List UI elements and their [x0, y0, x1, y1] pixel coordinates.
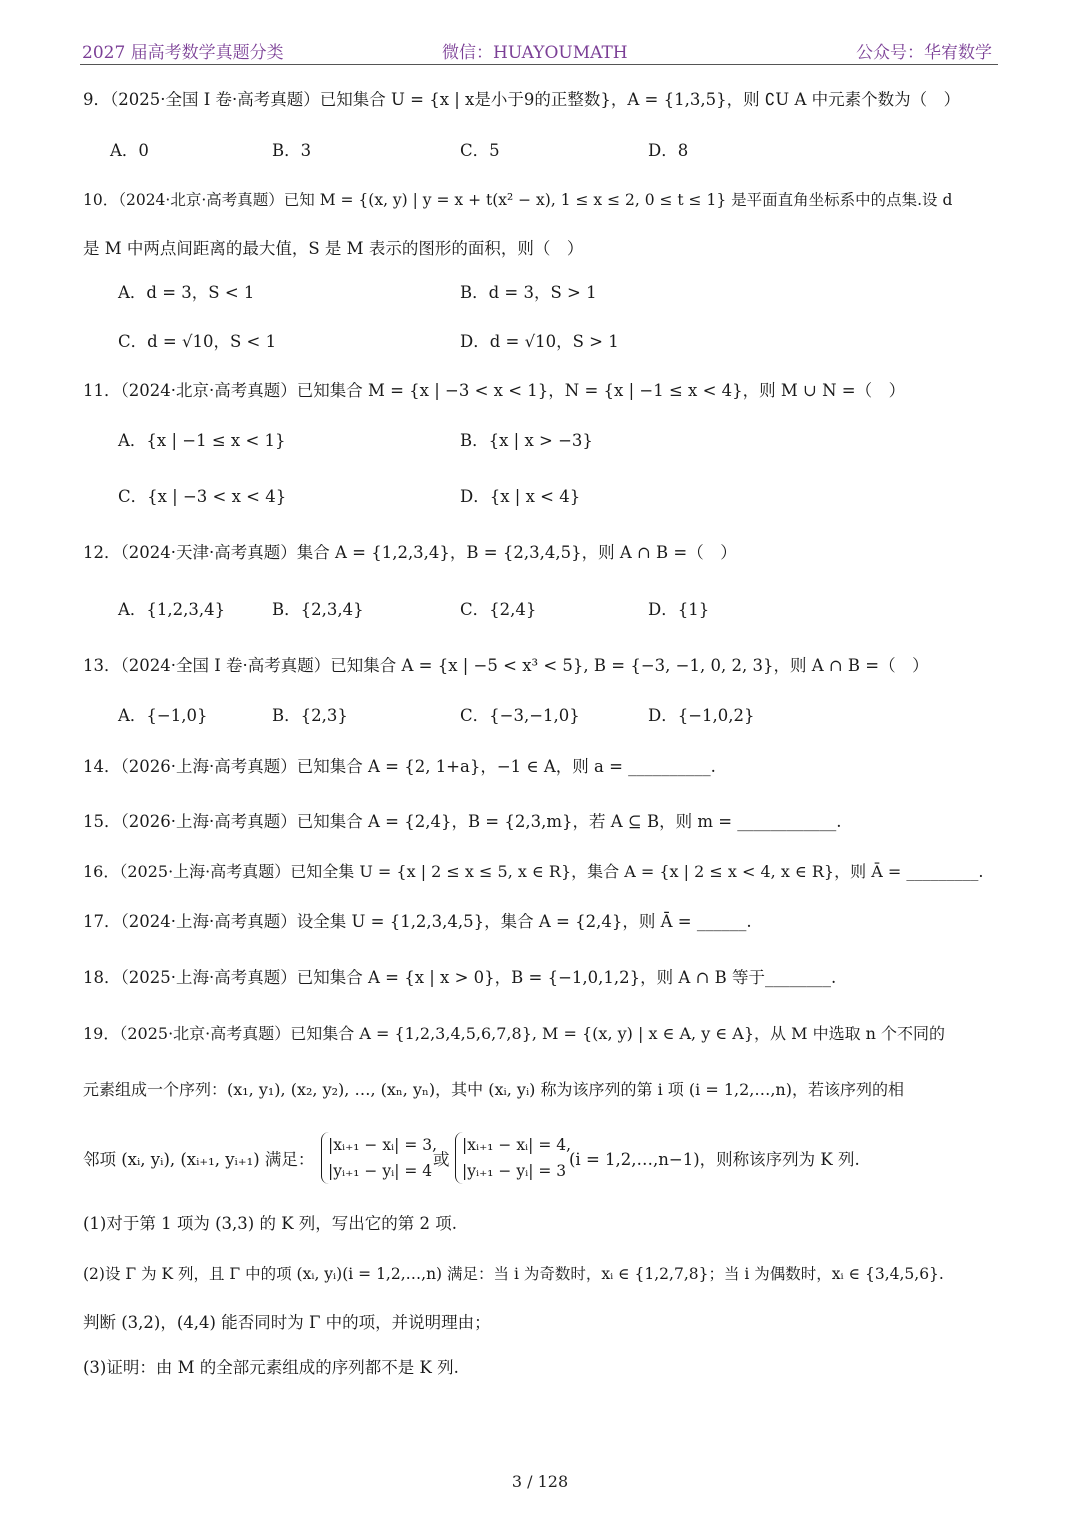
question-10-option-d: D．d = √10，S > 1 [460, 332, 619, 351]
question-19-or: 或 [433, 1150, 450, 1169]
question-13-option-c: C．{−3,−1,0} [460, 706, 580, 725]
question-12-option-d: D．{1} [648, 600, 710, 619]
system-2-eq-x: |xᵢ₊₁ − xᵢ| = 4, [462, 1136, 572, 1154]
question-19-part-3: (3)证明：由 M 的全部元素组成的序列都不是 K 列. [83, 1358, 459, 1377]
question-19-part-2-line1: (2)设 Γ 为 K 列，且 Γ 中的项 (xᵢ, yᵢ)(i = 1,2,…,n) 满足：当 i 为奇数时，xᵢ ∈ {1,2,7,8}；当 i 为偶数时，xᵢ ∈ {3,4,5,6}. [83, 1265, 944, 1283]
question-13-option-b: B．{2,3} [272, 706, 348, 725]
question-19-condition-suffix: (i = 1,2,…,n−1)，则称该序列为 K 列. [569, 1150, 860, 1169]
question-10-option-a: A．d = 3，S < 1 [118, 283, 255, 302]
question-19-system-2 [455, 1132, 571, 1184]
question-9-option-b: B．3 [272, 141, 312, 160]
question-13-option-d: D．{−1,0,2} [648, 706, 755, 725]
header-wechat: 微信：HUAYOUMATH [442, 43, 628, 63]
question-11-option-c: C．{x | −3 < x < 4} [118, 487, 287, 506]
question-19-line1: 19．（2025·北京·高考真题）已知集合 A = {1,2,3,4,5,6,7,8}, M = {(x, y) | x ∈ A, y ∈ A}，从 M 中选取 n 个不同的 [83, 1024, 946, 1043]
question-11-option-b: B．{x | x > −3} [460, 431, 593, 450]
system-2-eq-y: |yᵢ₊₁ − yᵢ| = 3 [462, 1162, 567, 1180]
header-book-title: 2027 届高考数学真题分类 [82, 43, 284, 63]
question-19-part-2-line2: 判断 (3,2)，(4,4) 能否同时为 Γ 中的项，并说明理由； [83, 1313, 491, 1332]
question-11-option-a: A．{x | −1 ≤ x < 1} [118, 431, 286, 450]
question-12-stem: 12．（2024·天津·高考真题）集合 A = {1,2,3,4}，B = {2,3,4,5}，则 A ∩ B =（ ） [83, 543, 737, 562]
page-number: 3 / 128 [511, 1472, 569, 1491]
question-9-stem: 9．（2025·全国 I 卷·高考真题）已知集合 U = {x | x是小于9的正整数}，A = {1,3,5}，则 ∁U A 中元素个数为（ ） [83, 90, 961, 109]
system-1-eq-x: |xᵢ₊₁ − xᵢ| = 3, [328, 1136, 438, 1154]
question-14: 14．（2026·上海·高考真题）已知集合 A = {2, 1+a}，−1 ∈ A，则 a = __________. [83, 757, 716, 776]
question-18: 18．（2025·上海·高考真题）已知集合 A = {x | x > 0}，B = {−1,0,1,2}，则 A ∩ B 等于________. [83, 968, 837, 987]
question-15: 15．（2026·上海·高考真题）已知集合 A = {2,4}，B = {2,3,m}，若 A ⊆ B，则 m = ____________. [83, 812, 842, 831]
question-10-stem-line2: 是 M 中两点间距离的最大值，S 是 M 表示的图形的面积，则（ ） [83, 239, 584, 258]
system-1-eq-y: |yᵢ₊₁ − yᵢ| = 4 [328, 1162, 433, 1180]
question-19-condition-line [83, 1124, 1013, 1194]
question-19-part-1: (1)对于第 1 项为 (3,3) 的 K 列，写出它的第 2 项. [83, 1214, 458, 1233]
page-header [80, 36, 998, 65]
question-17: 17．（2024·上海·高考真题）设全集 U = {1,2,3,4,5}，集合 A = {2,4}，则 Ā = ______. [83, 912, 752, 931]
question-9-option-d: D．8 [648, 141, 689, 160]
question-9-option-c: C．5 [460, 141, 500, 160]
question-13-stem: 13．（2024·全国 I 卷·高考真题）已知集合 A = {x | −5 < x³ < 5}, B = {−3, −1, 0, 2, 3}，则 A ∩ B =（ ） [83, 656, 929, 675]
question-19-system-1 [321, 1132, 437, 1184]
question-12-option-c: C．{2,4} [460, 600, 537, 619]
question-10-stem-line1: 10．（2024·北京·高考真题）已知 M = {(x, y) | y = x + t(x² − x), 1 ≤ x ≤ 2, 0 ≤ t ≤ 1} 是平面直角坐标系中的点集.设 d [83, 191, 953, 209]
question-9-option-a: A．0 [110, 141, 149, 160]
question-12-option-b: B．{2,3,4} [272, 600, 364, 619]
question-19-line2: 元素组成一个序列：(x₁, y₁), (x₂, y₂), …, (xₙ, yₙ)，其中 (xᵢ, yᵢ) 称为该序列的第 i 项 (i = 1,2,…,n)，若该序列的相 [83, 1080, 904, 1099]
question-13-option-a: A．{−1,0} [118, 706, 208, 725]
question-10-option-b: B．d = 3，S > 1 [460, 283, 597, 302]
question-11-stem: 11．（2024·北京·高考真题）已知集合 M = {x | −3 < x < 1}，N = {x | −1 ≤ x < 4}，则 M ∪ N =（ ） [83, 381, 906, 400]
question-12-option-a: A．{1,2,3,4} [118, 600, 226, 619]
question-16: 16．（2025·上海·高考真题）已知全集 U = {x | 2 ≤ x ≤ 5, x ∈ R}，集合 A = {x | 2 ≤ x < 4, x ∈ R}，则 Ā = _________. [83, 862, 984, 881]
header-official-account: 公众号：华宥数学 [856, 43, 992, 63]
question-11-option-d: D．{x | x < 4} [460, 487, 581, 506]
question-10-option-c: C．d = √10，S < 1 [118, 332, 277, 351]
question-19-condition-prefix: 邻项 (xᵢ, yᵢ), (xᵢ₊₁, yᵢ₊₁) 满足： [83, 1150, 315, 1169]
